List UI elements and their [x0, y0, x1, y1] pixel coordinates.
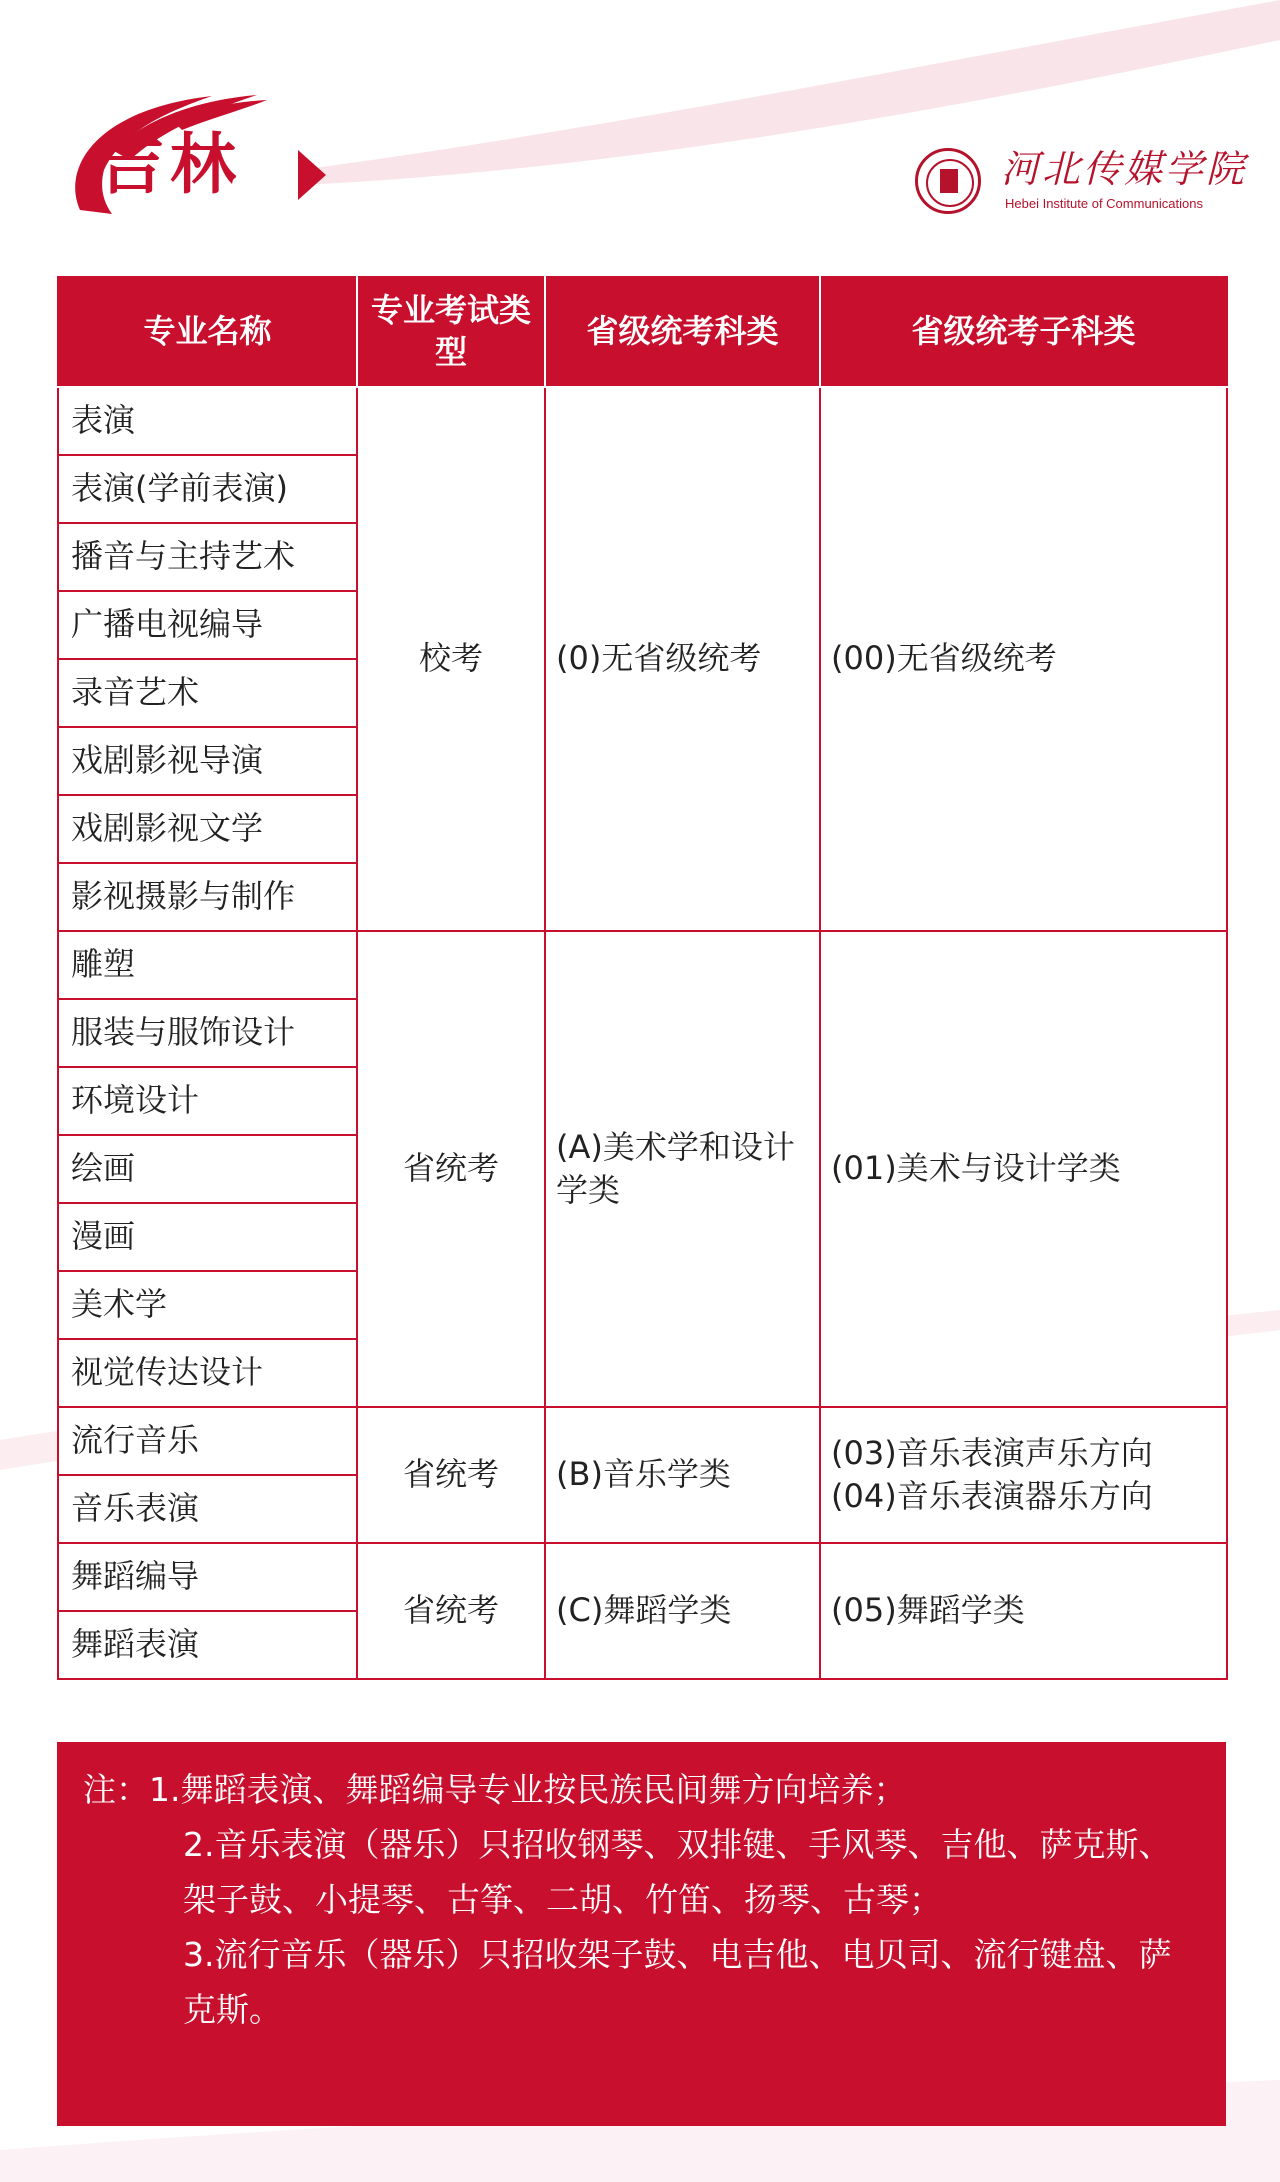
header-major-name: 专业名称: [58, 277, 357, 387]
major-name: 美术学: [58, 1271, 357, 1339]
majors-table: [57, 276, 1228, 1680]
table-header-row: [58, 277, 1227, 387]
header-subcategory: 省级统考子科类: [820, 277, 1227, 387]
school-name: 河北传媒学院: [1001, 147, 1248, 191]
region-title: 吉林: [98, 126, 242, 203]
school-brand: [915, 148, 1255, 228]
major-name: 舞蹈表演: [58, 1611, 357, 1679]
table-row: [58, 931, 1227, 999]
major-name: 音乐表演: [58, 1475, 357, 1543]
major-name: 录音艺术: [58, 659, 357, 727]
major-name: 舞蹈编导: [58, 1543, 357, 1611]
header-exam-type: 专业考试类型: [357, 277, 545, 387]
table-row: [58, 1407, 1227, 1475]
major-name: 服装与服饰设计: [58, 999, 357, 1067]
major-name: 流行音乐: [58, 1407, 357, 1475]
major-name: 戏剧影视文学: [58, 795, 357, 863]
major-name: 雕塑: [58, 931, 357, 999]
note-item: 2.音乐表演（器乐）只招收钢琴、双排键、手风琴、吉他、萨克斯、架子鼓、小提琴、古筝、二胡、竹笛、扬琴、古琴；: [183, 1825, 1172, 1919]
major-name: 视觉传达设计: [58, 1339, 357, 1407]
triangle-right-icon: [298, 150, 326, 200]
table-row: [58, 387, 1227, 455]
major-name: 漫画: [58, 1203, 357, 1271]
note-text: 1.舞蹈表演、舞蹈编导专业按民族民间舞方向培养；: [149, 1770, 907, 1809]
category: (B)音乐学类: [545, 1407, 820, 1543]
notes-box: [57, 1742, 1226, 2126]
category: (C)舞蹈学类: [545, 1543, 820, 1679]
subcategory: (03)音乐表演声乐方向 (04)音乐表演器乐方向: [820, 1407, 1227, 1543]
major-name: 环境设计: [58, 1067, 357, 1135]
major-name: 播音与主持艺术: [58, 523, 357, 591]
note-item: 3.流行音乐（器乐）只招收架子鼓、电吉他、电贝司、流行键盘、萨克斯。: [183, 1935, 1172, 2029]
major-name: 表演: [58, 387, 357, 455]
subcategory: (01)美术与设计学类: [820, 931, 1227, 1407]
note-item: [83, 1762, 1200, 1817]
exam-type: 省统考: [357, 931, 545, 1407]
majors-table-container: [57, 276, 1226, 1680]
note-prefix: 注：: [83, 1770, 149, 1809]
school-name-en: Hebei Institute of Communications: [1005, 196, 1203, 211]
school-seal-icon: [915, 148, 981, 214]
table-row: [58, 1543, 1227, 1611]
major-name: 戏剧影视导演: [58, 727, 357, 795]
major-name: 广播电视编导: [58, 591, 357, 659]
category: (A)美术学和设计学类: [545, 931, 820, 1407]
subcategory: (05)舞蹈学类: [820, 1543, 1227, 1679]
major-name: 表演(学前表演): [58, 455, 357, 523]
header-category: 省级统考科类: [545, 277, 820, 387]
subcategory: (00)无省级统考: [820, 387, 1227, 931]
major-name: 影视摄影与制作: [58, 863, 357, 931]
exam-type: 校考: [357, 387, 545, 931]
page-header: [0, 0, 1280, 260]
exam-type: 省统考: [357, 1543, 545, 1679]
category: (0)无省级统考: [545, 387, 820, 931]
exam-type: 省统考: [357, 1407, 545, 1543]
major-name: 绘画: [58, 1135, 357, 1203]
